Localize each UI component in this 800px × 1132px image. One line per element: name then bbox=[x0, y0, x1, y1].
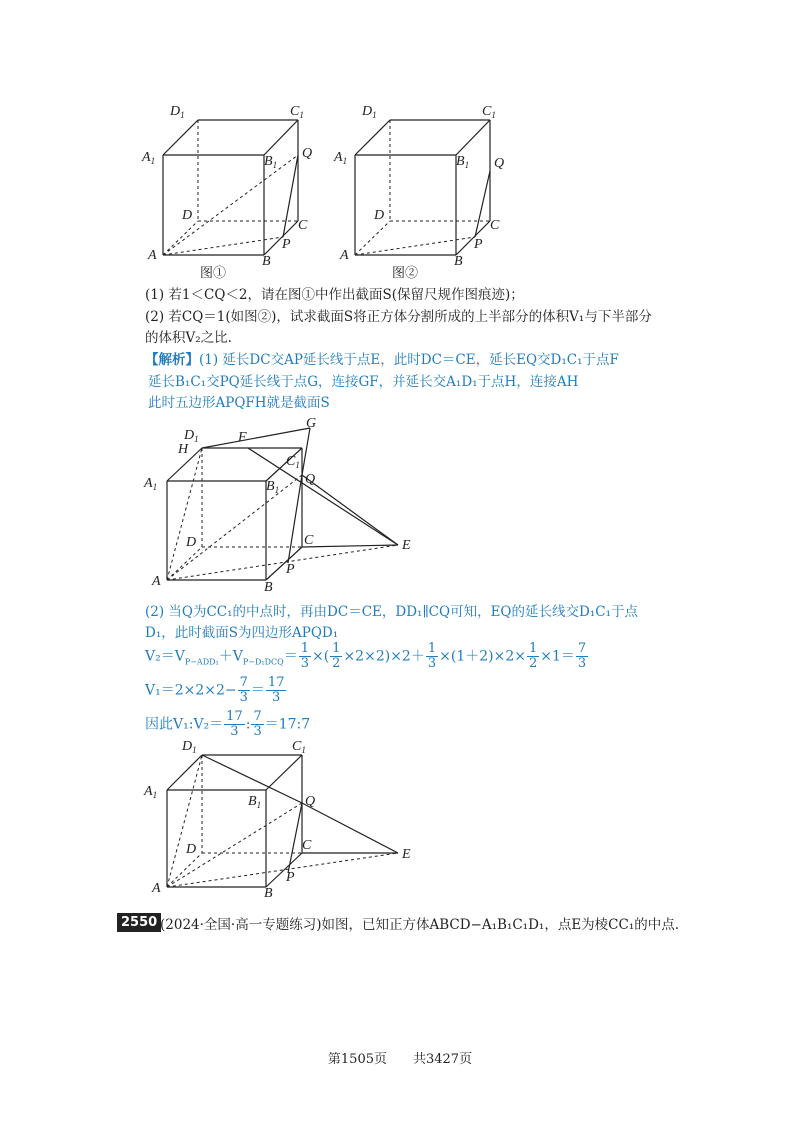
label-Q: Q bbox=[494, 156, 505, 171]
solution-p2-line-1: (2) 当Q为CC₁的中点时，再由DC＝CE，DD₁∥CQ可知，EQ的延长线交D₁C₁于点 bbox=[145, 604, 638, 620]
ratio-lhs: 因此V₁:V₂＝ bbox=[145, 716, 224, 733]
formula-ratio: 因此V₁:V₂＝ $\frac{17}{3}$ : $\frac{7}{3}$ ＝17:7 bbox=[145, 709, 311, 739]
cube-diagram-section-2 bbox=[140, 735, 430, 900]
label-G: G bbox=[306, 416, 317, 431]
solution-tag: 【解析】 bbox=[145, 352, 199, 368]
label-B: B bbox=[262, 254, 271, 269]
figure-3 bbox=[140, 415, 430, 599]
cube-diagram-section bbox=[140, 415, 430, 595]
label-C1: $C_1$ bbox=[292, 739, 306, 755]
cube-diagram-1 bbox=[140, 95, 330, 275]
label-D: D bbox=[374, 208, 385, 223]
frac-1-3 bbox=[299, 642, 311, 671]
frac-den: 3 bbox=[300, 656, 309, 671]
figure-1-caption: 图① bbox=[200, 266, 227, 281]
times-sum: ×(1＋2)×2× bbox=[439, 648, 526, 665]
frac-num: 1 bbox=[427, 641, 437, 656]
v2-sub-1: P−ADD₁ bbox=[184, 657, 219, 667]
label-D1: $D_1$ bbox=[182, 739, 197, 755]
frac-17-3 bbox=[266, 676, 287, 705]
label-A1: $A_1$ bbox=[334, 150, 348, 166]
solution-line-1 bbox=[145, 350, 619, 370]
label-Q: Q bbox=[302, 146, 313, 161]
label-E: E bbox=[402, 847, 411, 862]
solution-p1-line-1: (1) 延长DC交AP延长线于点E，此时DC＝CE，延长EQ交D₁C₁于点F bbox=[199, 352, 619, 368]
label-A1: $A_1$ bbox=[144, 476, 158, 492]
label-C: C bbox=[304, 533, 314, 548]
times-1-eq: ×1＝ bbox=[540, 648, 575, 665]
label-F: F bbox=[238, 430, 247, 445]
v2-eq: ＝ bbox=[283, 648, 298, 665]
label-B: B bbox=[264, 886, 273, 901]
formula-v1 bbox=[145, 676, 287, 705]
label-D: D bbox=[182, 208, 193, 223]
label-A1: $A_1$ bbox=[144, 784, 158, 800]
label-A: A bbox=[148, 248, 157, 263]
figure-4 bbox=[140, 735, 430, 904]
frac-num: 7 bbox=[253, 709, 262, 724]
label-B: B bbox=[264, 580, 273, 595]
figure-2 bbox=[332, 95, 522, 279]
label-C: C bbox=[298, 218, 308, 233]
frac-num: 1 bbox=[528, 641, 538, 656]
ratio-rhs: ＝17:7 bbox=[264, 716, 311, 733]
label-B: B bbox=[454, 254, 463, 269]
label-P: P bbox=[286, 870, 295, 885]
frac-num: 7 bbox=[239, 675, 248, 690]
problem-text: (2024·全国·高一专题练习)如图，已知正方体ABCD−A₁B₁C₁D₁，点E为棱CC₁的中点. bbox=[160, 917, 680, 933]
frac-7-3 bbox=[576, 642, 588, 671]
frac-den: 3 bbox=[230, 724, 239, 739]
frac-1-2 bbox=[330, 642, 342, 671]
label-C1: $C_1$ bbox=[482, 104, 496, 120]
inner: ×2×2 bbox=[343, 648, 385, 665]
label-A: A bbox=[152, 574, 161, 589]
eq: ＝ bbox=[250, 682, 265, 699]
label-B1: $B_1$ bbox=[266, 479, 280, 495]
frac-den: 2 bbox=[528, 656, 538, 671]
paren-close: ) bbox=[384, 648, 391, 665]
label-C: C bbox=[302, 838, 312, 853]
label-C1: $C_1$ bbox=[286, 454, 300, 470]
frac-num: 17 bbox=[226, 709, 243, 724]
question-1: (1) 若1＜CQ＜2，请在图①中作出截面S(保留尺规作图痕迹)； bbox=[145, 287, 524, 303]
label-D1: $D_1$ bbox=[184, 428, 199, 444]
frac-num: 17 bbox=[267, 675, 285, 690]
frac-1-2b bbox=[527, 642, 539, 671]
solution-p2-line-2: D₁，此时截面S为四边形APQD₁ bbox=[145, 625, 339, 641]
v2-sub-2: P−D₁DCQ bbox=[242, 657, 284, 667]
v2-plus: ＋V bbox=[218, 648, 243, 665]
label-H: H bbox=[178, 442, 189, 457]
frac-num: 1 bbox=[300, 641, 309, 656]
frac-den: 2 bbox=[332, 656, 341, 671]
formula-v2 bbox=[145, 642, 589, 671]
label-A1: $A_1$ bbox=[142, 150, 156, 166]
label-Q: Q bbox=[305, 472, 316, 487]
page-footer: 第1505页 共3427页 bbox=[327, 1052, 473, 1067]
frac-den: 3 bbox=[272, 690, 281, 705]
question-2-line-1: (2) 若CQ＝1(如图②)，试求截面S将正方体分割所成的上半部分的体积V₁与下半部分 bbox=[145, 309, 652, 325]
frac-den: 3 bbox=[577, 656, 587, 671]
label-Q: Q bbox=[305, 794, 316, 809]
figure-2-caption: 图② bbox=[392, 266, 419, 281]
frac-7-3 bbox=[238, 676, 250, 705]
frac-1-3b bbox=[426, 642, 438, 671]
question-2-line-2: 的体积V₂之比. bbox=[145, 330, 232, 346]
solution-p1-line-3: 此时五边形APQFH就是截面S bbox=[148, 395, 330, 411]
times-2-plus: ×2＋ bbox=[390, 648, 425, 665]
solution-p1-line-2: 延长B₁C₁交PQ延长线于点G，连接GF，并延长交A₁D₁于点H，连接AH bbox=[148, 374, 579, 390]
label-C1: $C_1$ bbox=[290, 104, 304, 120]
times: × bbox=[311, 648, 324, 665]
figure-1 bbox=[140, 95, 330, 279]
label-A: A bbox=[340, 248, 349, 263]
label-D1: $D_1$ bbox=[362, 104, 377, 120]
label-E: E bbox=[402, 538, 411, 553]
label-P: P bbox=[282, 237, 291, 252]
label-A: A bbox=[152, 881, 161, 896]
frac-den: 3 bbox=[239, 690, 248, 705]
label-B1: $B_1$ bbox=[248, 794, 262, 810]
frac-num: 7 bbox=[577, 641, 587, 656]
frac-num: 1 bbox=[332, 641, 341, 656]
label-D: D bbox=[186, 842, 197, 857]
label-P: P bbox=[474, 237, 483, 252]
label-P: P bbox=[286, 562, 295, 577]
label-D: D bbox=[186, 535, 197, 550]
v2-lhs: V₂＝V bbox=[145, 648, 185, 665]
label-B1: $B_1$ bbox=[456, 154, 470, 170]
label-D1: $D_1$ bbox=[170, 104, 185, 120]
cube-diagram-2 bbox=[332, 95, 522, 275]
frac-den: 3 bbox=[427, 656, 437, 671]
v1-lhs: V₁＝2×2×2− bbox=[145, 682, 237, 699]
paren-open: ( bbox=[323, 648, 330, 665]
label-C: C bbox=[490, 218, 500, 233]
label-B1: $B_1$ bbox=[264, 154, 278, 170]
frac-den: 3 bbox=[253, 724, 262, 739]
problem-number-badge: 2550 bbox=[117, 913, 161, 932]
